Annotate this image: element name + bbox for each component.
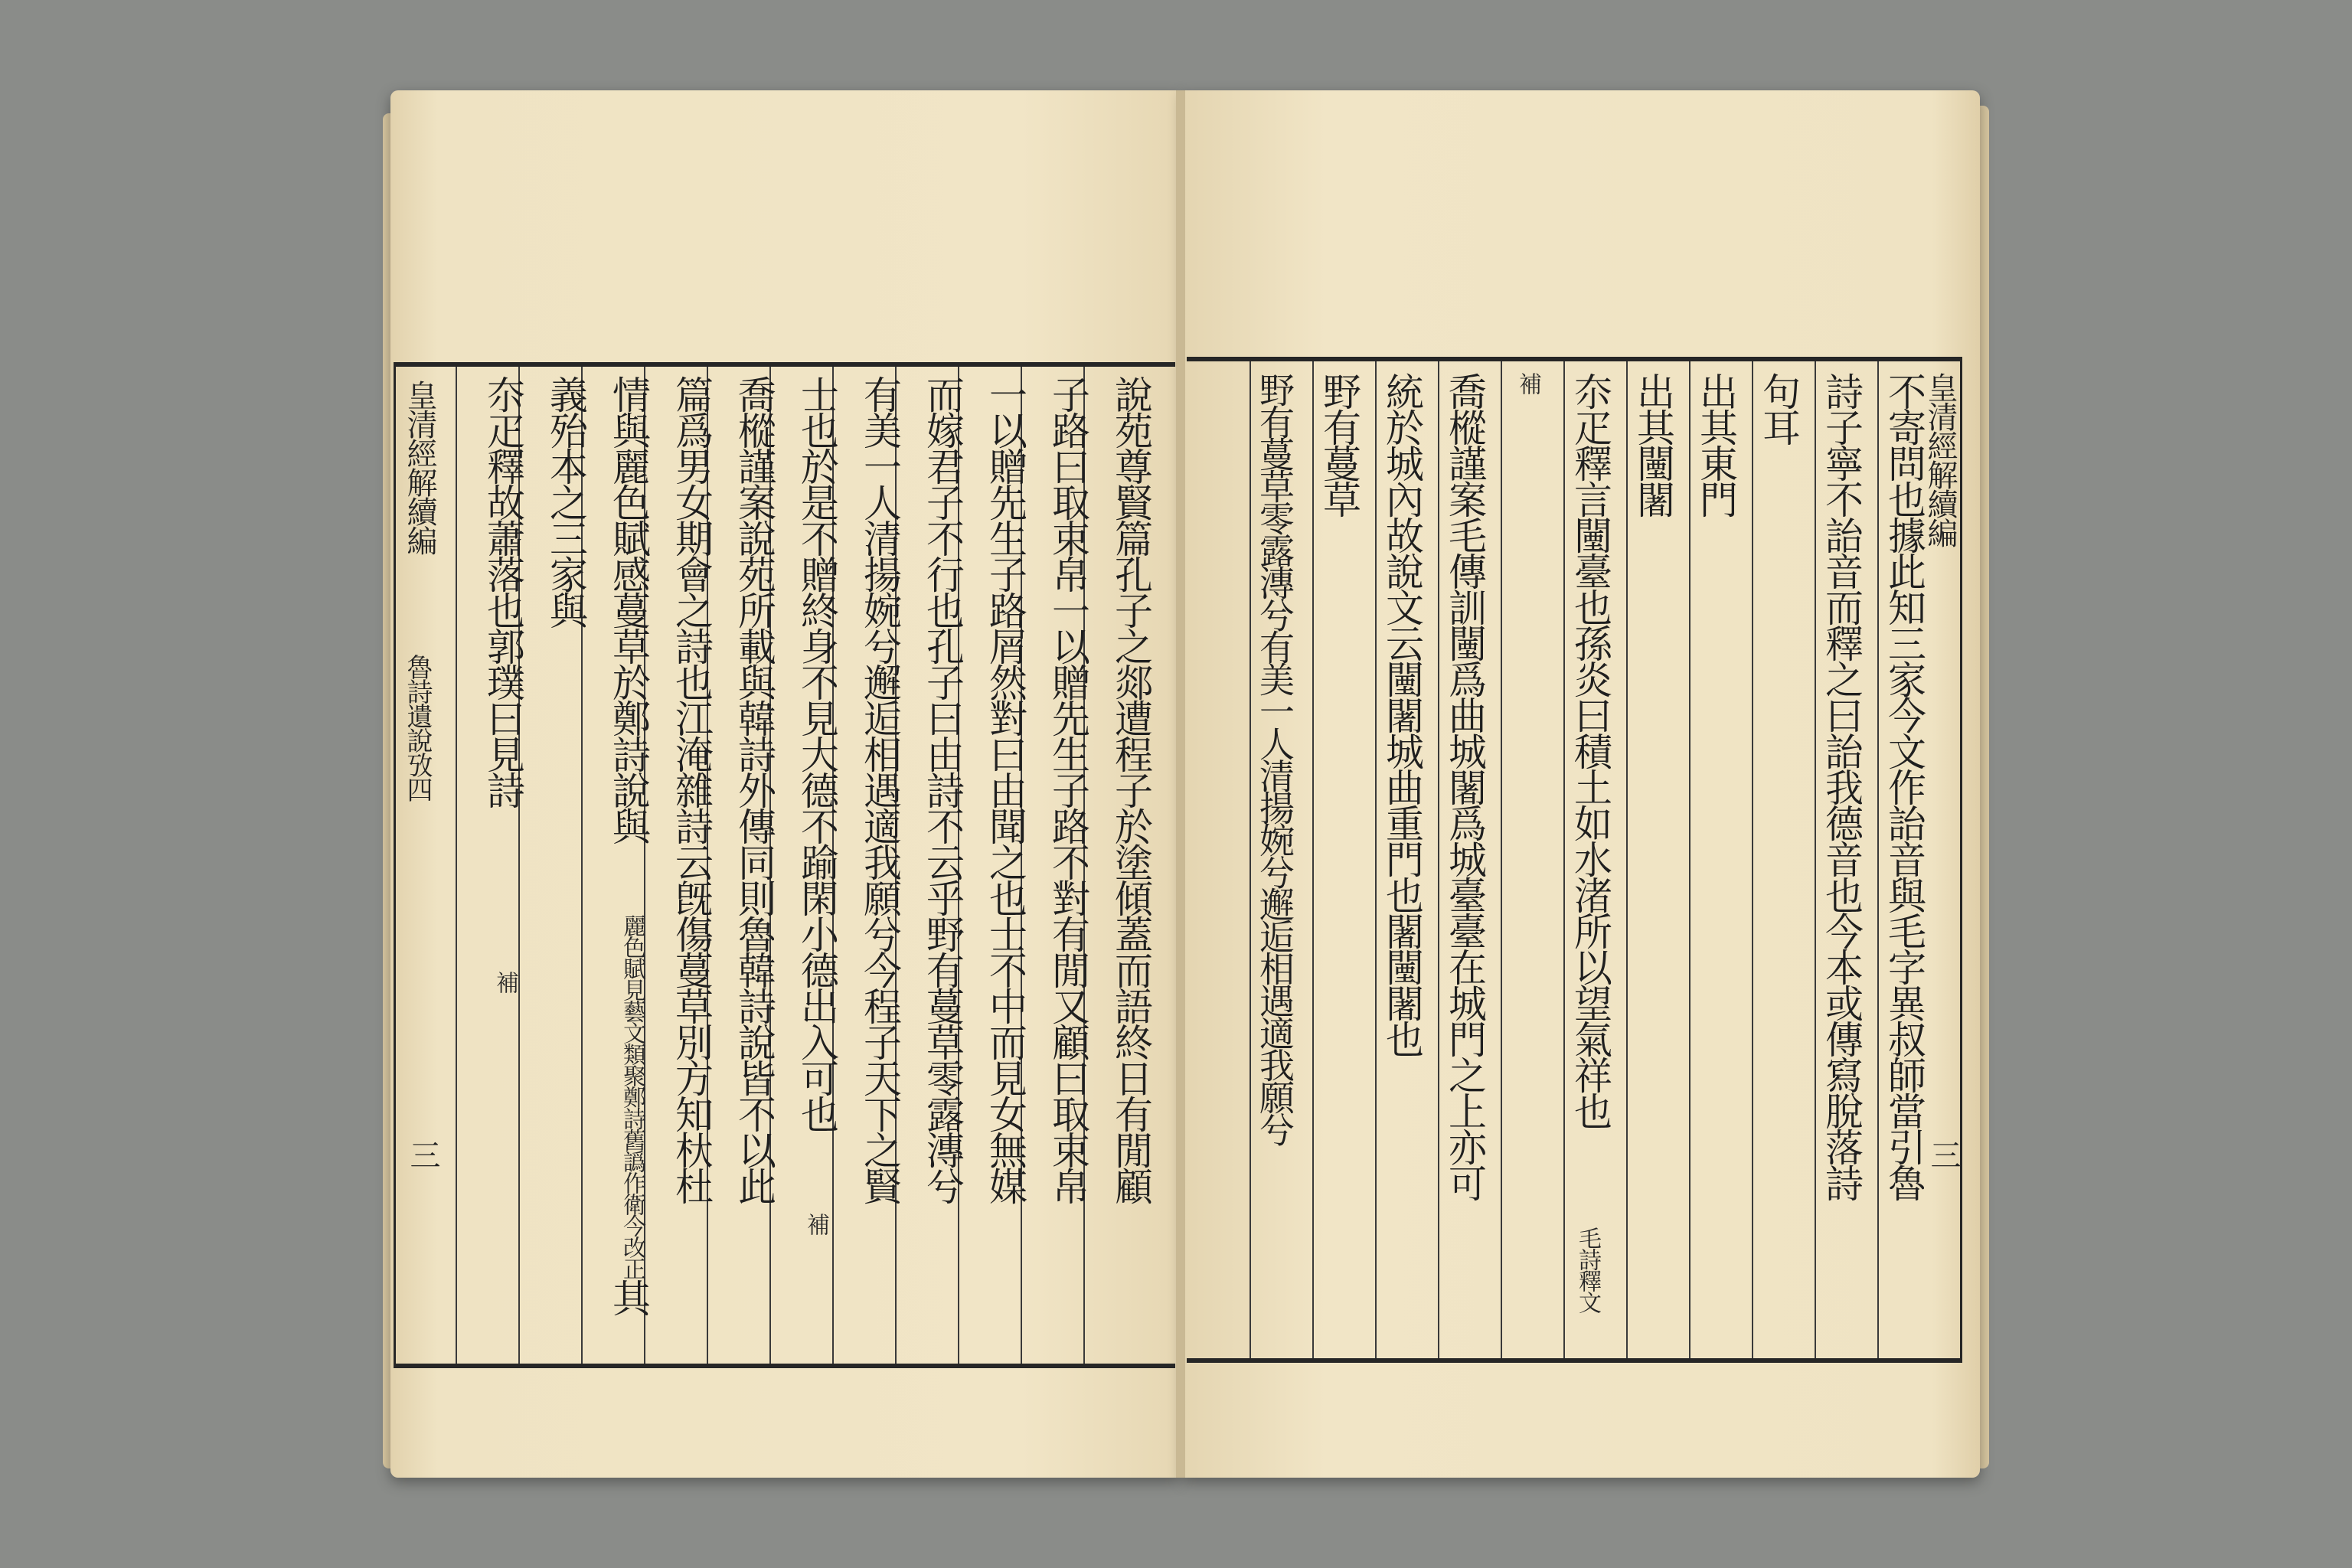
left-margin-title: 皇清經解續編 [402,380,437,554]
column-rule [1375,361,1377,1358]
book-gutter [1176,90,1185,1478]
annotation-note: 毛詩釋文 [1574,1227,1601,1312]
text-column: 有美一人清揚婉兮邂逅相遇適我願兮今程子天下之賢 [858,375,902,1203]
text-column: 士也於是不贈終身不見大德不踰閑小德出入可也 [795,375,839,1131]
text-column: 出其東門 [1694,372,1738,516]
text-column: 野有蔓草 [1317,372,1361,516]
annotation-note: 補 [1514,372,1541,394]
text-column: 夵疋釋言闉臺也孫炎曰積土如水渚所以望氣祥也 [1568,372,1612,1128]
column-rule [456,367,457,1364]
text-column: 喬樅謹案說苑所載與韓詩外傳同則魯韓詩說皆不以此 [732,375,776,1203]
text-column: 野有蔓草零露漙兮有美一人清揚婉兮邂逅相遇適我願兮 [1254,372,1295,1144]
text-column: 喬樅謹案毛傳訓闉爲曲城闍爲城臺臺在城門之上亦可 [1442,372,1487,1200]
left-page-number: 三 [405,1139,440,1168]
column-rule [1250,361,1251,1358]
open-book [390,90,1980,1478]
text-column: 子路曰取束帛一以贈先生子路不對有閒又顧曰取束帛 [1046,375,1090,1203]
annotation-note: 補 [492,971,518,992]
text-column: 情與麗色賦感蔓草於鄭詩說與 [606,375,651,843]
text-column: 一以贈先生子路屑然對曰由聞之也士不中而見女無媒 [983,375,1027,1203]
text-column-tail: 其 [606,1279,651,1315]
right-page-number: 三 [1926,1139,1961,1168]
column-rule [1312,361,1314,1358]
column-rule [1563,361,1565,1358]
column-rule [1752,361,1753,1358]
text-column: 出其闉闍 [1631,372,1675,516]
text-column: 詩子寧不詒音而釋之曰詒我德音也今本或傳寫脫落詩 [1819,372,1864,1200]
annotation-note: 補 [802,1213,829,1234]
column-rule [1626,361,1628,1358]
text-column: 而嫁君子不行也孔子曰由詩不云乎野有蔓草零露漙兮 [920,375,965,1203]
column-rule [1877,361,1879,1358]
text-column: 不寄問也據此知三家今文作詒音與毛字異叔師當引魯 [1882,372,1926,1200]
column-rule [1689,361,1690,1358]
annotation-note: 麗色賦見藝文類聚鄭詩舊譌作衛今改正 [619,914,645,1279]
left-margin-section: 魯詩遺說攷四 [402,654,433,801]
column-rule [1438,361,1439,1358]
column-rule [1815,361,1816,1358]
text-column: 篇爲男女期會之詩也江淹雜詩云旣傷蔓草別方知杕杜 [669,375,714,1203]
text-column: 句耳 [1756,372,1801,444]
text-column: 夵疋釋故蕭落也郭璞曰見詩 [481,375,525,807]
column-rule [1501,361,1502,1358]
right-margin-title: 皇清經解續編 [1922,372,1958,547]
text-column: 說苑尊賢篇孔子之郯遭程子於塗傾蓋而語終日有閒顧 [1109,375,1153,1203]
text-column: 統於城內故說文云闉闍城曲重門也闍闉闍也 [1380,372,1424,1056]
text-column: 義殆本之三家與 [544,375,588,627]
